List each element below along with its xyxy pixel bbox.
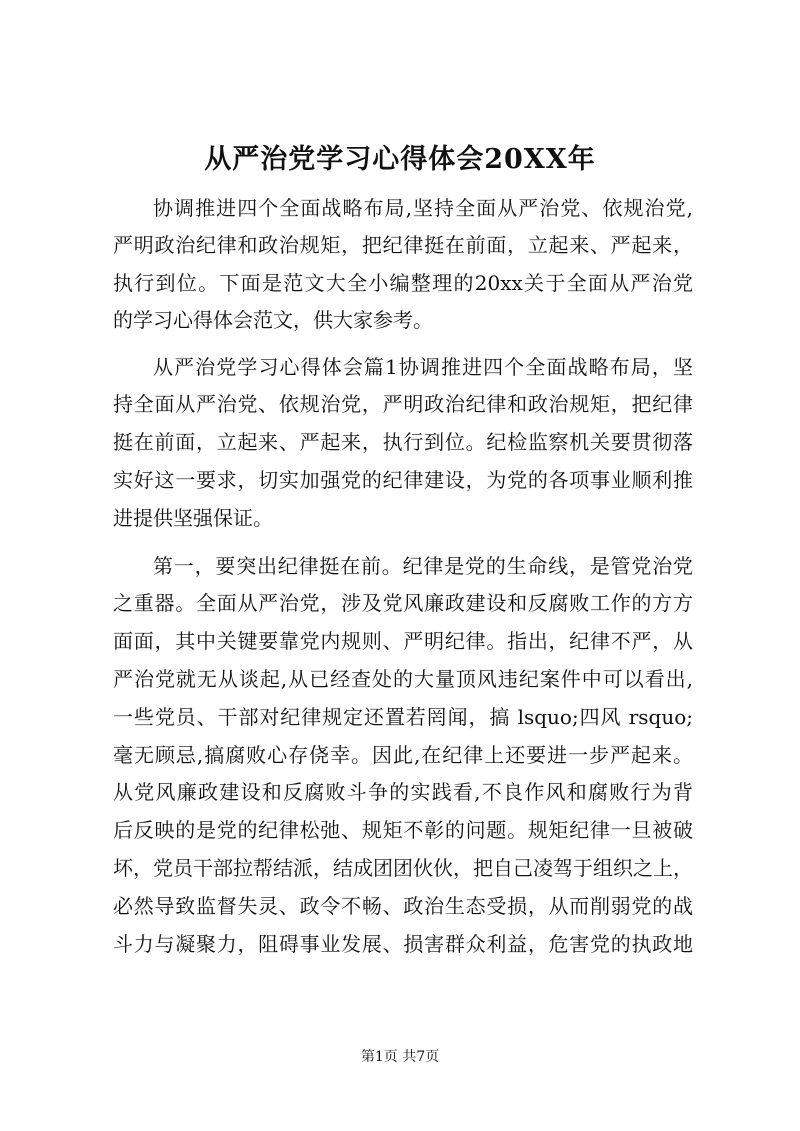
paragraph-line: 必然导致监督失灵、政令不畅、政治生态受损，从而削弱党的战 bbox=[113, 894, 693, 918]
paragraph-line: 实好这一要求，切实加强党的纪律建设，为党的各项事业顺利推 bbox=[113, 468, 693, 492]
paragraph-line: 严治党就无从谈起,从已经查处的大量顶风违纪案件中可以看出, bbox=[113, 667, 693, 691]
paragraph-line: 持全面从严治党、依规治党，严明政治纪律和政治规矩，把纪律 bbox=[113, 392, 693, 416]
paragraph-line: 面面，其中关键要靠党内规则、严明纪律。指出，纪律不严，从 bbox=[113, 629, 693, 653]
paragraph-line: 协调推进四个全面战略布局,坚持全面从严治党、依规治党, bbox=[153, 196, 693, 220]
paragraph-line: 挺在前面，立起来、严起来，执行到位。纪检监察机关要贯彻落 bbox=[113, 430, 693, 454]
paragraph-line: 一些党员、干部对纪律规定还置若罔闻，搞 lsquo;四风 rsquo; bbox=[113, 705, 693, 729]
paragraph-line: 执行到位。下面是范文大全小编整理的20xx关于全面从严治党 bbox=[113, 271, 693, 295]
paragraph-line: 严明政治纪律和政治规矩，把纪律挺在前面，立起来、严起来， bbox=[113, 233, 693, 257]
paragraph-line: 第一，要突出纪律挺在前。纪律是党的生命线，是管党治党 bbox=[153, 554, 693, 578]
page-title: 从严治党学习心得体会20XX年 bbox=[204, 144, 596, 175]
paragraph-line: 毫无顾忌,搞腐败心存侥幸。因此,在纪律上还要进一步严起来。 bbox=[113, 743, 693, 767]
paragraph-line: 从严治党学习心得体会篇1协调推进四个全面战略布局，坚 bbox=[153, 355, 693, 379]
page-number: 第1页 共7页 bbox=[360, 1049, 440, 1065]
paragraph-line: 从党风廉政建设和反腐败斗争的实践看,不良作风和腐败行为背 bbox=[113, 780, 693, 804]
paragraph-line: 后反映的是党的纪律松弛、规矩不彰的问题。规矩纪律一旦被破 bbox=[113, 818, 693, 842]
paragraph-line: 坏，党员干部拉帮结派，结成团团伙伙，把自己凌驾于组织之上， bbox=[113, 856, 693, 880]
paragraph-line: 之重器。全面从严治党，涉及党风廉政建设和反腐败工作的方方 bbox=[113, 591, 693, 615]
paragraph-line: 的学习心得体会范文，供大家参考。 bbox=[113, 308, 433, 332]
paragraph-line: 进提供坚强保证。 bbox=[113, 506, 273, 530]
paragraph-line: 斗力与凝聚力，阻碍事业发展、损害群众利益，危害党的执政地 bbox=[113, 932, 693, 956]
